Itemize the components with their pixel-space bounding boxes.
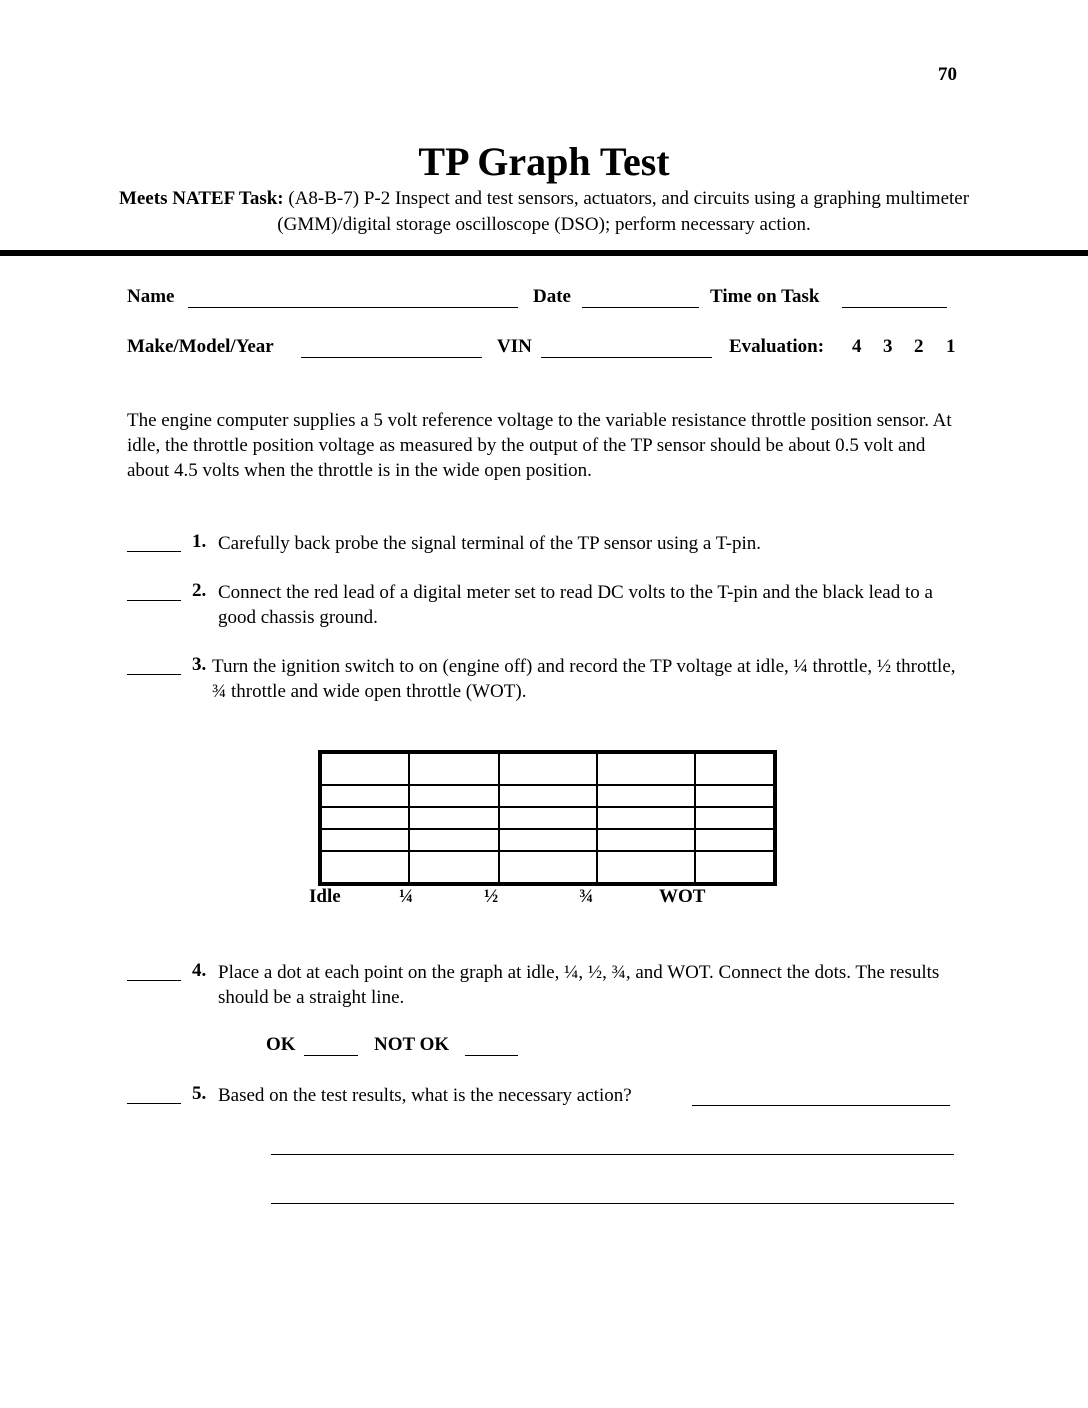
evaluation-option-2[interactable]: 2 <box>914 336 924 357</box>
necessary-action-field-line-1[interactable] <box>692 1104 950 1106</box>
graph-label-quarter: ¼ <box>399 886 414 907</box>
step-1-number: 1. <box>192 531 207 552</box>
natef-task-text: (A8-B-7) P-2 Inspect and test sensors, actuators, and circuits using a graphing multimeter (GMM)/digital storage oscilloscope (DSO); perform necessary action. <box>277 188 970 235</box>
page-title: TP Graph Test <box>418 139 670 184</box>
ok-field[interactable] <box>304 1035 358 1056</box>
evaluation-option-3[interactable]: 3 <box>883 336 893 357</box>
step-2-number: 2. <box>192 580 207 601</box>
step-4-checkoff[interactable] <box>127 962 181 981</box>
step-5-number: 5. <box>192 1083 207 1104</box>
step-2-checkoff[interactable] <box>127 582 181 601</box>
name-field[interactable] <box>188 287 518 308</box>
step-4-text: Place a dot at each point on the graph at idle, ¼, ½, ¾, and WOT. Connect the dots. The results should be a straight line. <box>218 962 940 1008</box>
step-5-text: Based on the test results, what is the necessary action? <box>218 1085 632 1106</box>
graph-label-idle: Idle <box>309 886 341 907</box>
intro-paragraph: The engine computer supplies a 5 volt reference voltage to the variable resistance throttle position sensor. At idle, the throttle position voltage as measured by the output of the TP sensor should be about 0.5 volt and about 4.5 volts when the throttle is in the wide open position. <box>127 410 952 481</box>
name-label: Name <box>127 286 175 307</box>
step-2-text: Connect the red lead of a digital meter set to read DC volts to the T-pin and the black lead to a good chassis ground. <box>218 582 933 628</box>
vin-label: VIN <box>497 336 532 357</box>
graph-label-wot: WOT <box>659 886 706 907</box>
natef-task-label: Meets NATEF Task: <box>118 188 284 209</box>
page-number: 70 <box>938 64 957 85</box>
evaluation-option-4[interactable]: 4 <box>852 336 862 357</box>
necessary-action-field-line-3[interactable] <box>271 1202 954 1204</box>
header-divider <box>0 250 1088 256</box>
make-model-year-label: Make/Model/Year <box>127 336 274 357</box>
graph-label-half: ½ <box>484 886 499 907</box>
step-5-checkoff[interactable] <box>127 1085 181 1104</box>
evaluation-option-1[interactable]: 1 <box>946 336 956 357</box>
step-3-checkoff[interactable] <box>127 656 181 675</box>
time-on-task-field[interactable] <box>842 287 947 308</box>
step-1-checkoff[interactable] <box>127 533 181 552</box>
vin-field[interactable] <box>541 337 712 358</box>
make-model-year-field[interactable] <box>301 337 482 358</box>
graph-label-three-quarter: ¾ <box>579 886 594 907</box>
necessary-action-field-line-2[interactable] <box>271 1153 954 1155</box>
step-3-number: 3. <box>192 654 207 675</box>
evaluation-label: Evaluation: <box>729 336 825 357</box>
step-4-number: 4. <box>192 960 207 981</box>
date-field[interactable] <box>582 287 699 308</box>
step-3-text: Turn the ignition switch to on (engine off) and record the TP voltage at idle, ¼ throttle, ½ throttle, ¾ throttle and wide open throttle (WOT). <box>212 656 956 702</box>
ok-label: OK <box>266 1034 296 1055</box>
not-ok-label: NOT OK <box>374 1034 450 1055</box>
time-on-task-label: Time on Task <box>710 286 820 307</box>
date-label: Date <box>533 286 571 307</box>
natef-task-description <box>100 186 988 238</box>
step-1-text: Carefully back probe the signal terminal of the TP sensor using a T-pin. <box>218 533 761 554</box>
tp-voltage-graph-grid[interactable] <box>318 750 777 886</box>
not-ok-field[interactable] <box>465 1035 518 1056</box>
